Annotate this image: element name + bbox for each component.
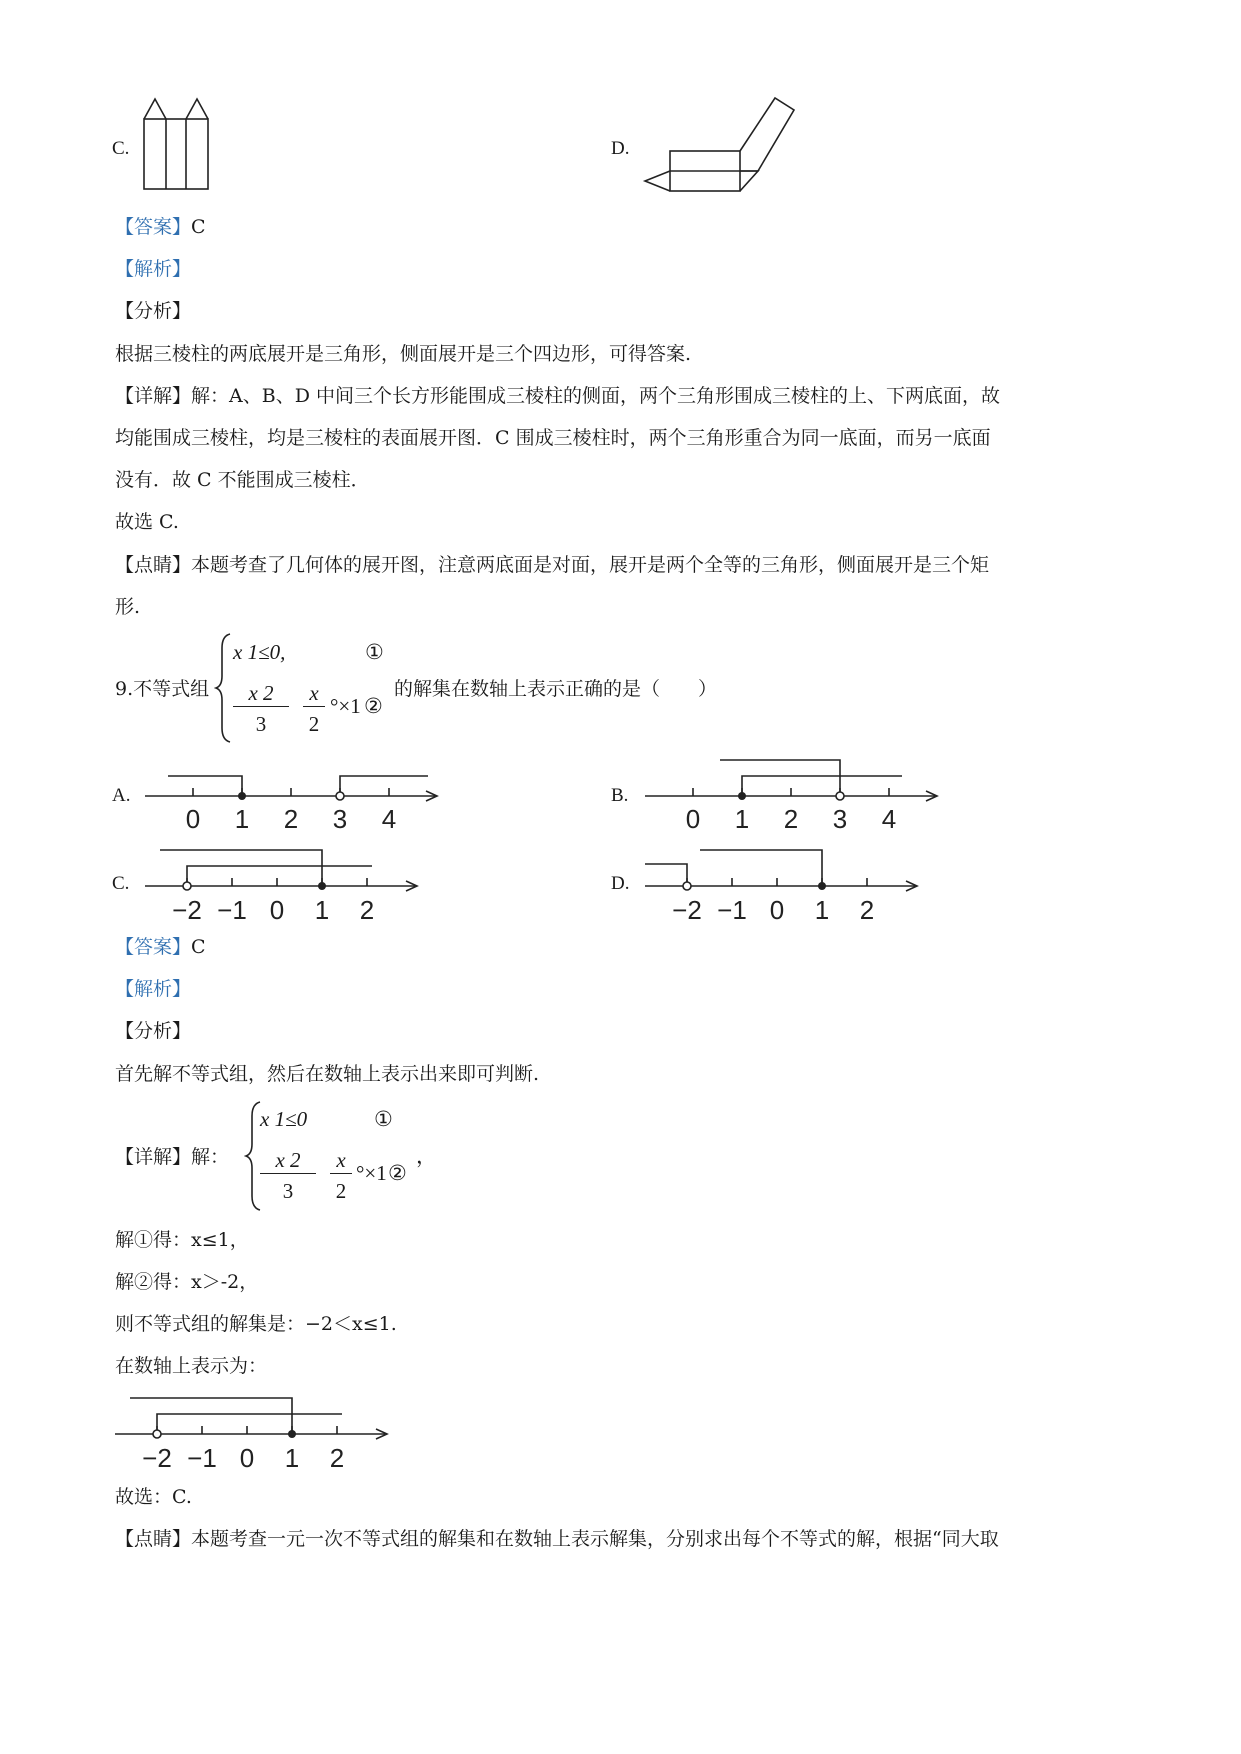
option-c-net-figure (140, 95, 230, 195)
q9-tail: °×1 (330, 694, 361, 718)
option-a-number-line (140, 762, 450, 832)
tick-label-2: 2 (783, 804, 799, 832)
option-c-label: C. (112, 138, 130, 159)
answer-tag: 【答案】 (115, 936, 192, 958)
q9-solution-3: 则不等式组的解集是：−2＜x≤1. (115, 1313, 397, 1335)
q9-system-brace (214, 632, 234, 744)
option-d-label-q9: D. (611, 873, 630, 894)
answer-value: C (191, 216, 206, 238)
answer-tag: 【答案】 (115, 216, 192, 238)
tick-label-4: 4 (381, 804, 397, 832)
tick-label-0: 0 (685, 804, 701, 832)
q9-frac1-denominator: 3 (255, 712, 267, 736)
tick-label-0: 0 (185, 804, 201, 832)
detail-tag: 【详解】 (115, 1146, 192, 1168)
tick-label-2: 2 (359, 895, 375, 925)
q9-frac2-denominator: 2 (308, 712, 320, 736)
tick-label-1: 1 (234, 804, 250, 832)
tick-label-0: 0 (769, 895, 785, 925)
detail-comma: ， (416, 1144, 437, 1168)
option-d-net-figure (640, 90, 800, 202)
tick-label-1: 1 (734, 804, 750, 832)
q8-detail-line-3: 没有．故 C 不能围成三棱柱． (115, 469, 370, 491)
q9-analysis: 首先解不等式组，然后在数轴上表示出来即可判断. (115, 1063, 540, 1085)
detail-inequality-1: x 1≤0 (260, 1107, 308, 1131)
tick-label-2: 2 (283, 804, 299, 832)
q9-jiexi: 【解析】 (115, 978, 192, 1000)
q9-choose: 故选：C. (115, 1486, 192, 1508)
tick-label-1: 1 (814, 895, 830, 925)
detail-text: 解：A、B、D 中间三个长方形能围成三棱柱的侧面，两个三角形围成三棱柱的上、下两底面，故 (191, 385, 1000, 407)
tick-label-neg1: −1 (187, 1443, 217, 1473)
q9-frac2-numerator: x (303, 681, 325, 707)
tick-label-3: 3 (832, 804, 848, 832)
q8-analysis: 根据三棱柱的两底展开是三角形，侧面展开是三个四边形，可得答案. (115, 343, 692, 365)
tick-label-neg2: −2 (142, 1443, 172, 1473)
tick-label-3: 3 (332, 804, 348, 832)
q8-detail-line-1 (115, 383, 1000, 409)
option-c-number-line (140, 840, 430, 925)
q9-show-text: 在数轴上表示为： (115, 1355, 268, 1377)
comment-text: 本题考查了几何体的展开图，注意两底面是对面，展开是两个全等的三角形，侧面展开是三个矩 (191, 554, 990, 576)
q8-comment-line-2: 形. (115, 596, 141, 618)
detail-tail: °×1 (356, 1161, 387, 1185)
detail-circled-1: ① (374, 1107, 393, 1131)
tick-label-0: 0 (269, 895, 285, 925)
q9-solution-number-line (110, 1388, 400, 1473)
detail-circled-2: ② (388, 1161, 407, 1185)
q9-solution-1: 解①得：x≤1， (115, 1229, 249, 1251)
q8-choose: 故选 C. (115, 511, 179, 533)
q8-fenxi: 【分析】 (115, 300, 192, 322)
tick-label-neg1: −1 (217, 895, 247, 925)
q9-prefix: 9.不等式组 (115, 678, 210, 700)
option-b-label: B. (611, 785, 629, 806)
answer-value: C (191, 936, 206, 958)
tick-label-neg2: −2 (672, 895, 702, 925)
option-b-number-line (640, 752, 950, 832)
tick-label-0: 0 (239, 1443, 255, 1473)
comment-text: 本题考查一元一次不等式组的解集和在数轴上表示解集，分别求出每个不等式的解，根据“同大取 (191, 1528, 999, 1550)
q9-inequality-1: x 1≤0, (233, 640, 286, 664)
q8-detail-line-2: 均能围成三棱柱，均是三棱柱的表面展开图．C 围成三棱柱时，两个三角形重合为同一底面，而另一底面 (115, 427, 991, 449)
q9-solution-2: 解②得：x＞-2， (115, 1271, 259, 1293)
q9-fenxi: 【分析】 (115, 1020, 192, 1042)
tick-label-2: 2 (329, 1443, 345, 1473)
detail-frac1-denominator: 3 (282, 1179, 294, 1203)
circled-2: ② (364, 694, 383, 718)
detail-frac2-denominator: 2 (335, 1179, 347, 1203)
tick-label-1: 1 (314, 895, 330, 925)
option-a-label: A. (112, 785, 131, 806)
tick-label-1: 1 (284, 1443, 300, 1473)
tick-label-neg1: −1 (717, 895, 747, 925)
q9-suffix: 的解集在数轴上表示正确的是（ ） (394, 678, 718, 700)
comment-tag: 【点睛】 (115, 554, 192, 576)
circled-1: ① (365, 640, 384, 664)
option-d-label: D. (611, 138, 630, 159)
q8-jiexi: 【解析】 (115, 258, 192, 280)
q9-frac1-numerator: x 2 (233, 681, 289, 707)
detail-tag: 【详解】 (115, 385, 192, 407)
q9-comment-line-1 (115, 1526, 999, 1552)
q8-comment-line-1 (115, 552, 989, 578)
tick-label-4: 4 (881, 804, 897, 832)
q8-answer (115, 214, 206, 240)
q9-answer (115, 934, 206, 960)
detail-frac2-numerator: x (330, 1148, 352, 1174)
tick-label-2: 2 (859, 895, 875, 925)
detail-frac1-numerator: x 2 (260, 1148, 316, 1174)
comment-tag: 【点睛】 (115, 1528, 192, 1550)
option-c-label-q9: C. (112, 873, 130, 894)
q9-detail-prefix: 【详解】解： (115, 1146, 230, 1168)
option-d-number-line (640, 840, 930, 925)
tick-label-neg2: −2 (172, 895, 202, 925)
